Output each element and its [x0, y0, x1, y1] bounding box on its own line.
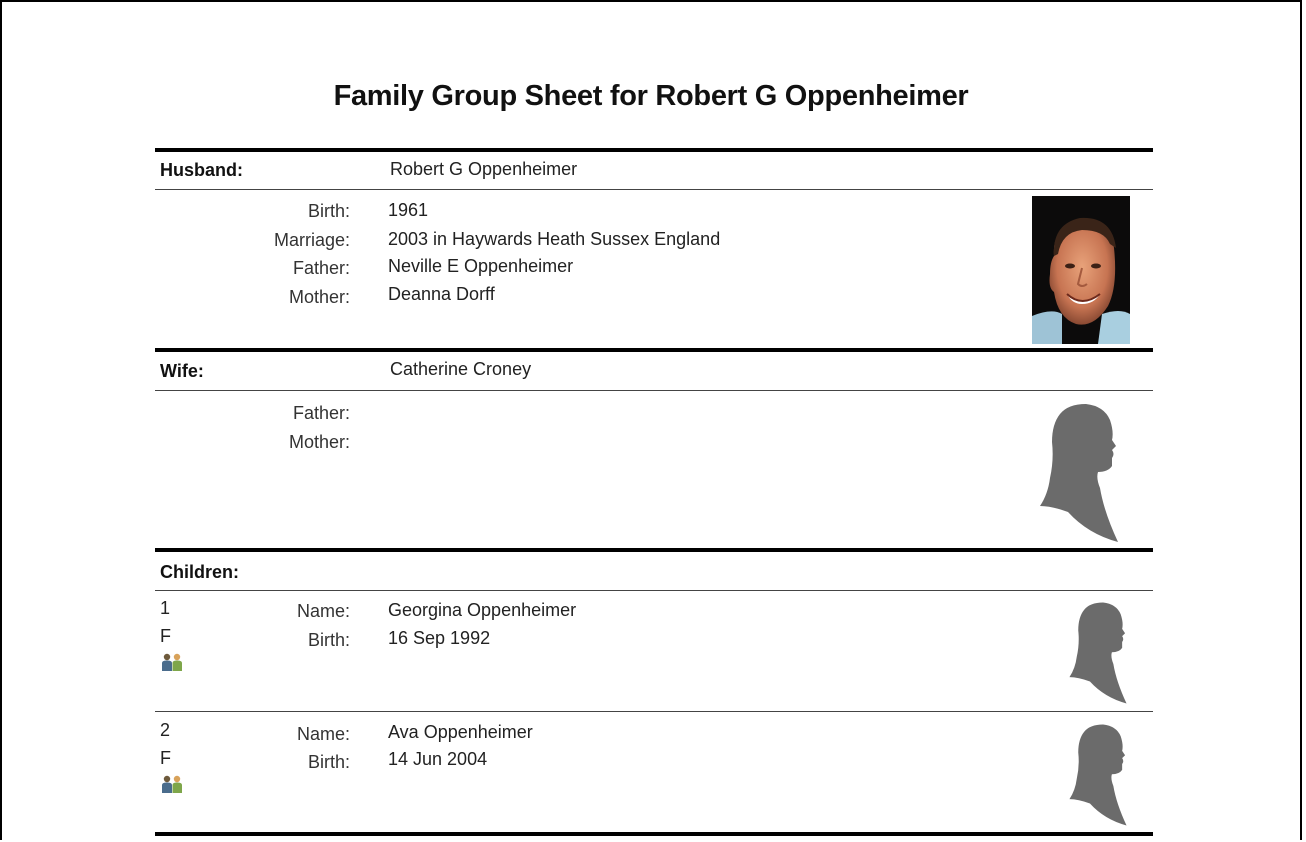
husband-father-label: Father: — [292, 258, 350, 278]
child-sex: F — [160, 626, 171, 646]
child-2-birth-label: Birth: — [307, 752, 350, 772]
section-divider — [155, 832, 1153, 836]
child-1-name-label: Name: — [296, 601, 350, 621]
child-1-female-silhouette-icon — [1068, 600, 1128, 706]
husband-name: Robert G Oppenheimer — [390, 159, 578, 179]
family-icon[interactable] — [160, 652, 184, 672]
husband-mother-value: Deanna Dorff — [388, 284, 495, 304]
row-divider — [155, 590, 1153, 591]
row-divider — [155, 711, 1153, 712]
family-icon[interactable] — [160, 774, 184, 794]
section-divider — [155, 548, 1153, 552]
husband-portrait-photo — [1032, 196, 1130, 344]
husband-mother-label: Mother: — [288, 287, 350, 307]
page-title: Family Group Sheet for Robert G Oppenheimer — [333, 80, 969, 112]
child-2-meta — [160, 716, 184, 794]
child-1-birth-label: Birth: — [307, 630, 350, 650]
row-divider — [155, 390, 1153, 391]
section-divider — [155, 348, 1153, 352]
wife-name: Catherine Croney — [390, 359, 532, 379]
husband-label: Husband: — [160, 160, 243, 180]
child-sex: F — [160, 748, 171, 768]
child-1-name: Georgina Oppenheimer — [388, 600, 577, 620]
wife-female-silhouette-icon — [1038, 402, 1120, 544]
wife-father-label: Father: — [292, 403, 350, 423]
wife-label: Wife: — [160, 361, 204, 381]
child-2-name-label: Name: — [296, 724, 350, 744]
child-number: 2 — [160, 720, 171, 740]
child-2-female-silhouette-icon — [1068, 722, 1128, 828]
husband-birth-value: 1961 — [388, 200, 429, 220]
child-number: 1 — [160, 598, 171, 618]
row-divider — [155, 189, 1153, 190]
wife-mother-label: Mother: — [288, 432, 350, 452]
section-divider — [155, 148, 1153, 152]
child-2-birth: 14 Jun 2004 — [388, 749, 488, 769]
child-1-birth: 16 Sep 1992 — [388, 628, 491, 648]
child-1-meta — [160, 594, 184, 672]
husband-marriage-value: 2003 in Haywards Heath Sussex England — [388, 229, 721, 249]
children-label: Children: — [160, 562, 239, 582]
husband-birth-label: Birth: — [307, 201, 350, 221]
husband-marriage-label: Marriage: — [273, 230, 350, 250]
child-2-name: Ava Oppenheimer — [388, 722, 533, 742]
husband-father-value: Neville E Oppenheimer — [388, 256, 574, 276]
